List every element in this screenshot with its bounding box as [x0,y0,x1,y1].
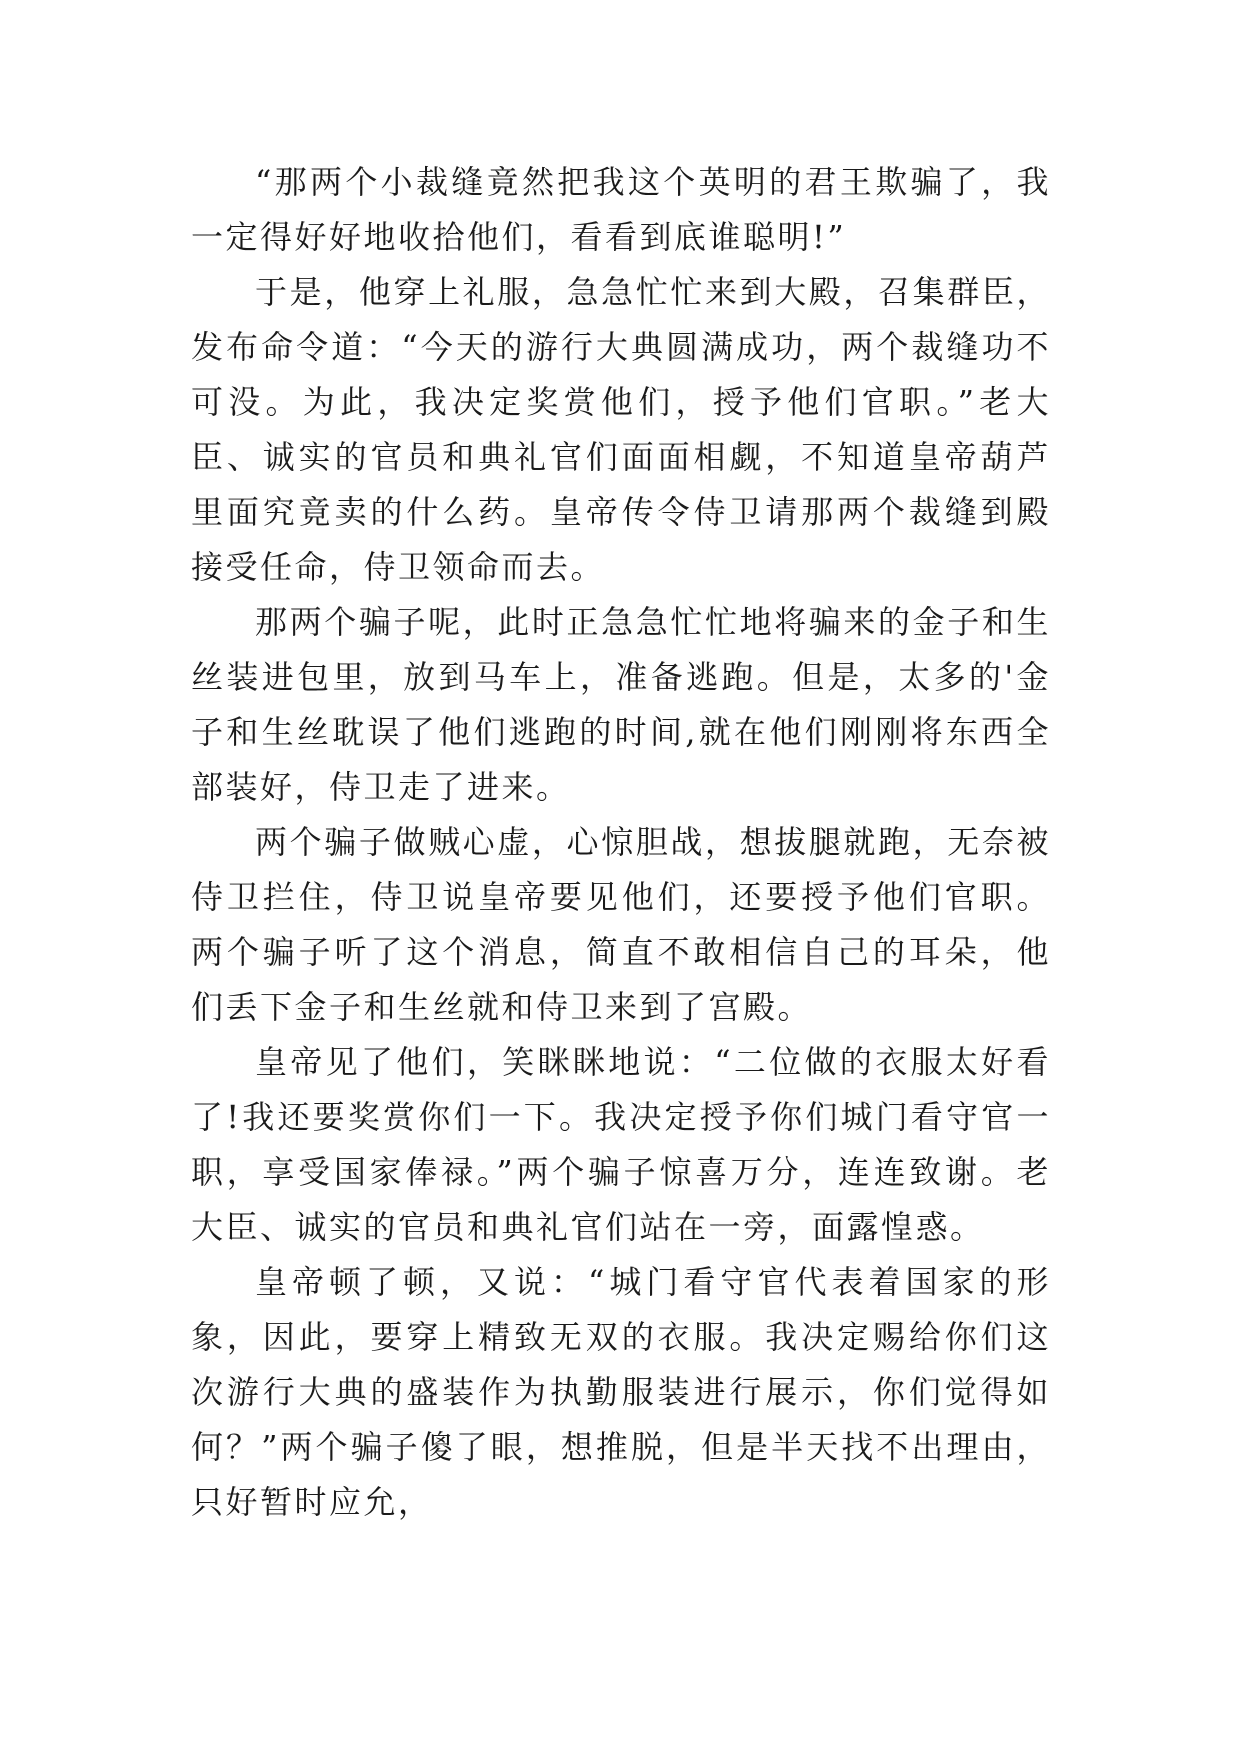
paragraph: 那两个骗子呢，此时正急急忙忙地将骗来的金子和生丝装进包里，放到马车上，准备逃跑。但是，太多的'金子和生丝耽误了他们逃跑的时间,就在他们刚刚将东西全部装好，侍卫走了进来。 [191,603,1051,806]
document-body [191,155,1051,1530]
paragraph: 两个骗子做贼心虚，心惊胆战，想拔腿就跑，无奈被侍卫拦住，侍卫说皇帝要见他们，还要授予他们官职。两个骗子听了这个消息，简直不敢相信自己的耳朵，他们丢下金子和生丝就和侍卫来到了宫殿。 [191,823,1051,1026]
paragraph: 皇帝顿了顿，又说：“城门看守官代表着国家的形象，因此，要穿上精致无双的衣服。我决定赐给你们这次游行大典的盛装作为执勤服装进行展示，你们觉得如何？”两个骗子傻了眼，想推脱，但是半天找不出理由，只好暂时应允， [191,1263,1051,1521]
paragraph: “那两个小裁缝竟然把我这个英明的君王欺骗了，我一定得好好地收拾他们，看看到底谁聪明!” [191,163,1051,256]
paragraph: 于是，他穿上礼服，急急忙忙来到大殿，召集群臣，发布命令道：“今天的游行大典圆满成功，两个裁缝功不可没。为此，我决定奖赏他们，授予他们官职。”老大臣、诚实的官员和典礼官们面面相觑，不知道皇帝葫芦里面究竟卖的什么药。皇帝传令侍卫请那两个裁缝到殿接受任命，侍卫领命而去。 [191,273,1051,586]
paragraph: 皇帝见了他们，笑眯眯地说：“二位做的衣服太好看了!我还要奖赏你们一下。我决定授予你们城门看守官一职，享受国家俸禄。”两个骗子惊喜万分，连连致谢。老大臣、诚实的官员和典礼官们站在一旁，面露惶惑。 [191,1043,1051,1246]
